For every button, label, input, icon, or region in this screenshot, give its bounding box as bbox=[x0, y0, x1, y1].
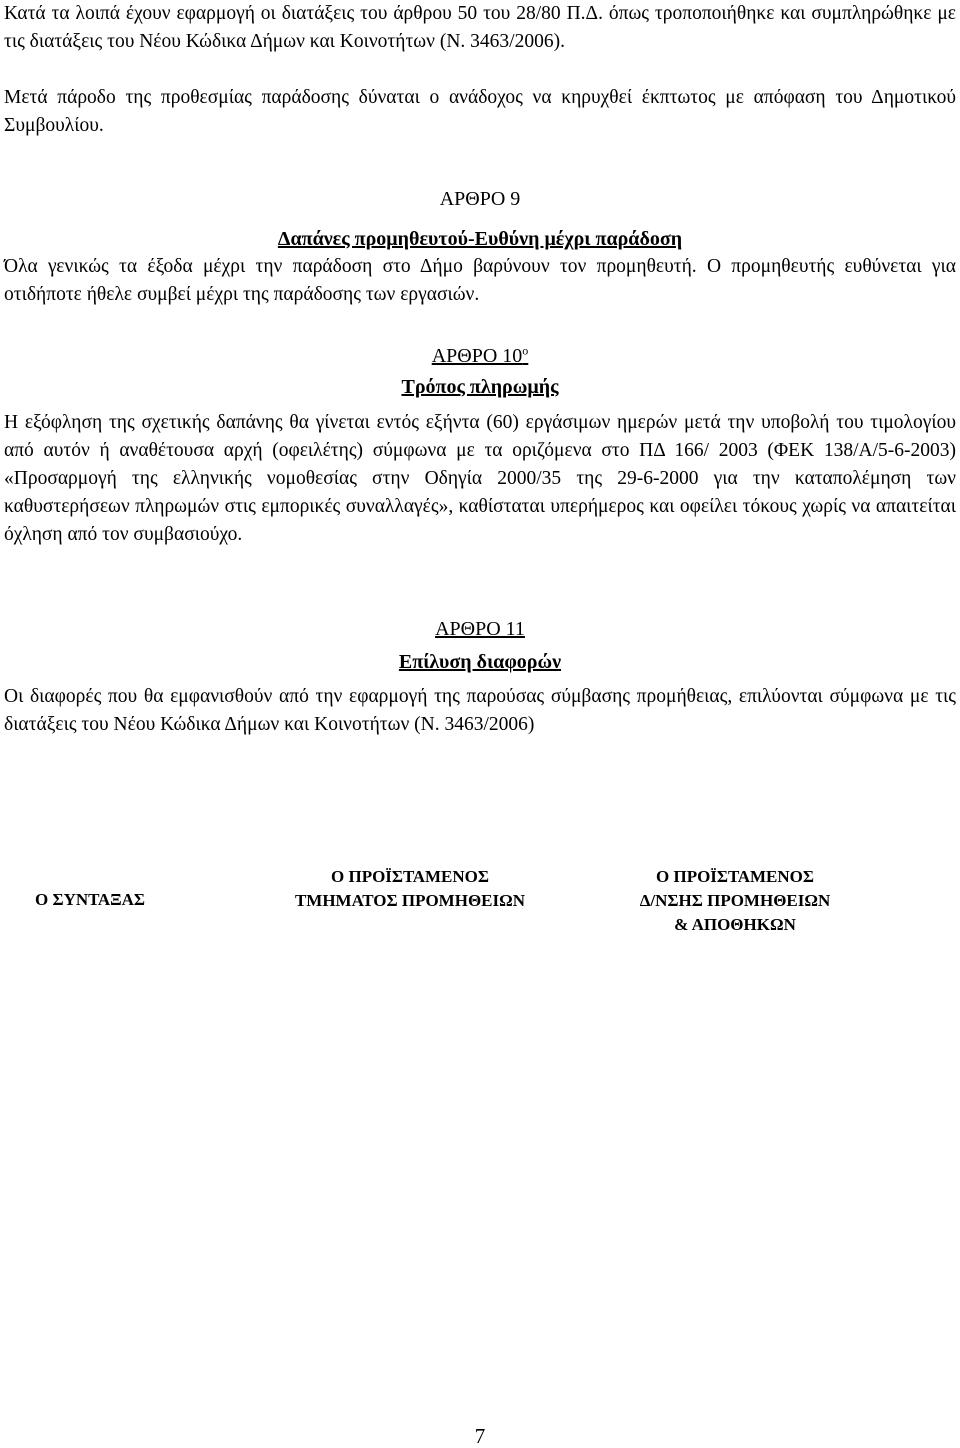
article-9-title: Δαπάνες προμηθευτού-Ευθύνη μέχρι παράδοση bbox=[277, 228, 683, 250]
signature-head-directorate-line-2: Δ/ΝΣΗΣ ΠΡΟΜΗΘΕΙΩΝ bbox=[639, 891, 831, 910]
article-9-body: Όλα γενικώς τα έξοδα μέχρι την παράδοση στο Δήμο βαρύνουν τον προμηθευτή. Ο προμηθευτής ευθύνεται για οτιδήποτε ήθελε συμβεί μέχρι της παράδοσης των εργασιών. bbox=[4, 256, 956, 305]
signature-composer-title: Ο ΣΥΝΤΑΞΑΣ bbox=[34, 890, 145, 909]
article-10-heading bbox=[0, 342, 960, 370]
article-10-heading-superscript: ο bbox=[522, 343, 529, 358]
signature-head-procurement bbox=[260, 865, 560, 913]
signature-head-procurement-line-2: ΤΜΗΜΑΤΟΣ ΠΡΟΜΗΘΕΙΩΝ bbox=[294, 891, 526, 910]
signature-composer bbox=[0, 888, 180, 912]
signature-head-directorate bbox=[600, 865, 870, 937]
article-9-heading: ΑΡΘΡΟ 9 bbox=[439, 188, 521, 210]
intro-paragraph-2: Μετά πάροδο της προθεσμίας παράδοσης δύναται ο ανάδοχος να κηρυχθεί έκπτωτος με απόφαση του Δημοτικού Συμβουλίου. bbox=[4, 87, 956, 136]
signature-head-procurement-line-1: Ο ΠΡΟΪΣΤΑΜΕΝΟΣ bbox=[331, 867, 489, 886]
article-11-body: Οι διαφορές που θα εμφανισθούν από την εφαρμογή της παρούσας σύμβασης προμήθειας, επιλύονται σύμφωνα με τις διατάξεις του Νέου Κώδικα Δήμων και Κοινοτήτων (Ν. 3463/2006) bbox=[4, 686, 956, 735]
article-11-heading: ΑΡΘΡΟ 11 bbox=[435, 618, 525, 640]
article-10-title: Τρόπος πληρωμής bbox=[401, 376, 559, 398]
signature-head-directorate-line-1: Ο ΠΡΟΪΣΤΑΜΕΝΟΣ bbox=[656, 867, 814, 886]
intro-paragraph-1: Κατά τα λοιπά έχουν εφαρμογή οι διατάξεις του άρθρου 50 του 28/80 Π.Δ. όπως τροποποιήθηκε και συμπληρώθηκε με τις διατάξεις του Νέου Κώδικα Δήμων και Κοινοτήτων (Ν. 3463/2006). bbox=[4, 3, 956, 52]
page-number: 7 bbox=[474, 1424, 486, 1448]
signature-head-directorate-line-3: & ΑΠΟΘΗΚΩΝ bbox=[674, 915, 796, 934]
article-11-title: Επίλυση διαφορών bbox=[398, 651, 562, 673]
article-10-heading-text: ΑΡΘΡΟ 10 bbox=[431, 345, 523, 367]
article-10-body: Η εξόφληση της σχετικής δαπάνης θα γίνεται εντός εξήντα (60) εργάσιμων ημερών μετά την υποβολή του τιμολογίου από αυτόν ή αναθέτουσα αρχή (οφειλέτης) σύμφωνα με τα οριζόμενα στο ΠΔ 166/ 2003 (ΦΕΚ 138/Α/5-6-2003) «Προσαρμογή της ελληνικής νομοθεσίας στην Οδηγία 2000/35 της 29-6-2000 για την καταπολέμηση των καθυστερήσεων πληρωμών στις εμπορικές συναλλαγές», καθίσταται υπερήμερος και οφείλει τόκους χωρίς να απαιτείται όχληση από τον συμβασιούχο. bbox=[4, 412, 956, 545]
